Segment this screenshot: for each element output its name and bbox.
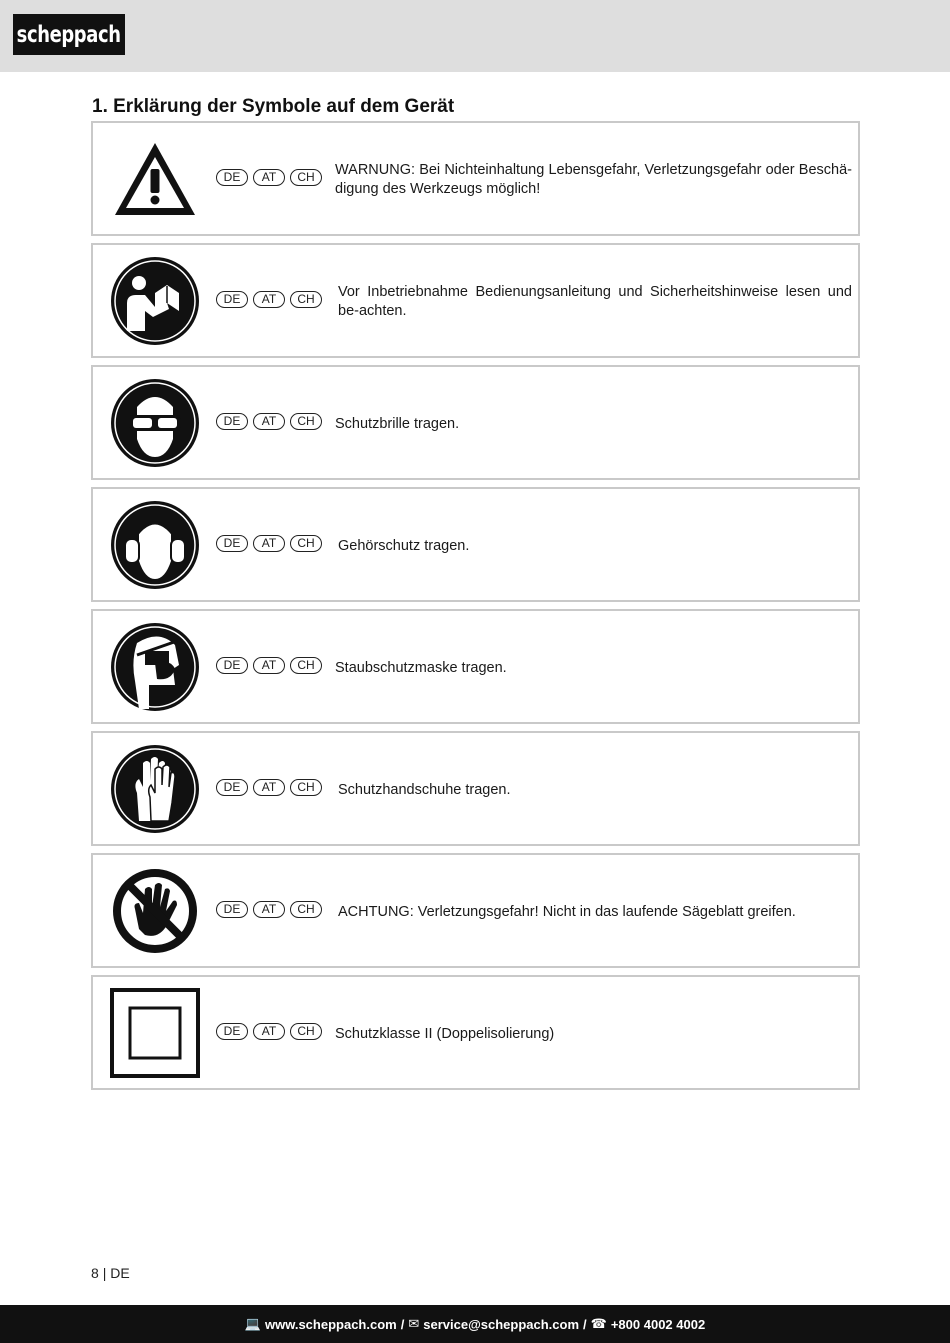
page-number-value: 8 bbox=[91, 1265, 99, 1281]
country-badge-at: AT bbox=[253, 413, 285, 430]
country-badge-ch: CH bbox=[290, 535, 322, 552]
mail-icon: ✉ bbox=[408, 1316, 420, 1331]
symbol-description: Vor Inbetriebnahme Bedienungsanleitung und Sicherheitshinweise lesen und be-achten. bbox=[338, 284, 852, 319]
safety-goggles-icon bbox=[109, 377, 201, 469]
country-badges bbox=[216, 169, 322, 186]
country-badge-ch: CH bbox=[290, 169, 322, 186]
section-title: 1. Erklärung der Symbole auf dem Gerät bbox=[92, 96, 455, 117]
protective-gloves-icon bbox=[109, 743, 201, 835]
country-badge-de: DE bbox=[216, 413, 248, 430]
country-badges bbox=[216, 1023, 322, 1040]
header-band bbox=[0, 0, 950, 72]
symbol-row bbox=[91, 975, 860, 1090]
country-badge-de: DE bbox=[216, 901, 248, 918]
country-badge-ch: CH bbox=[290, 657, 322, 674]
country-badges bbox=[216, 779, 322, 796]
country-badge-de: DE bbox=[216, 779, 248, 796]
country-badge-ch: CH bbox=[290, 291, 322, 308]
country-badge-at: AT bbox=[253, 1023, 285, 1040]
symbol-row bbox=[91, 121, 860, 236]
read-manual-icon bbox=[109, 255, 201, 347]
page-divider: | bbox=[102, 1265, 107, 1281]
country-badges bbox=[216, 657, 322, 674]
symbol-row bbox=[91, 487, 860, 602]
country-badge-at: AT bbox=[253, 535, 285, 552]
country-badges bbox=[216, 413, 322, 430]
country-badge-ch: CH bbox=[290, 413, 322, 430]
symbol-row bbox=[91, 731, 860, 846]
country-badge-at: AT bbox=[253, 901, 285, 918]
symbol-description: Schutzklasse II (Doppelisolierung) bbox=[335, 1026, 555, 1042]
symbol-row bbox=[91, 853, 860, 968]
country-badge-at: AT bbox=[253, 169, 285, 186]
country-badge-at: AT bbox=[253, 657, 285, 674]
footer-separator: / bbox=[583, 1316, 587, 1332]
country-badge-de: DE bbox=[216, 535, 248, 552]
country-badge-de: DE bbox=[216, 291, 248, 308]
symbol-row bbox=[91, 243, 860, 358]
symbol-description: Staubschutzmaske tragen. bbox=[335, 660, 507, 676]
country-badge-de: DE bbox=[216, 657, 248, 674]
country-badges bbox=[216, 901, 322, 918]
computer-icon: 💻 bbox=[244, 1316, 261, 1331]
country-badge-ch: CH bbox=[290, 1023, 322, 1040]
symbol-row bbox=[91, 365, 860, 480]
country-badge-de: DE bbox=[216, 1023, 248, 1040]
country-badges bbox=[216, 291, 322, 308]
footer-phone[interactable]: +800 4002 4002 bbox=[610, 1316, 706, 1332]
page-number bbox=[91, 1265, 130, 1281]
country-badge-at: AT bbox=[253, 779, 285, 796]
footer-website-link[interactable]: www.scheppach.com bbox=[264, 1316, 397, 1332]
page-language: DE bbox=[110, 1265, 130, 1281]
symbol-description: WARNUNG: Bei Nichteinhaltung Lebensgefahr, Verletzungsgefahr oder Beschä-digung des Werkzeugs möglich! bbox=[335, 162, 852, 197]
no-hand-icon bbox=[109, 865, 201, 957]
symbol-description: Schutzbrille tragen. bbox=[335, 416, 460, 432]
footer-email-link[interactable]: service@scheppach.com bbox=[423, 1316, 580, 1332]
phone-icon: ☎ bbox=[590, 1316, 607, 1331]
country-badge-at: AT bbox=[253, 291, 285, 308]
symbol-description: ACHTUNG: Verletzungsgefahr! Nicht in das laufende Sägeblatt greifen. bbox=[338, 904, 796, 920]
country-badge-ch: CH bbox=[290, 901, 322, 918]
symbol-row bbox=[91, 609, 860, 724]
footer-separator: / bbox=[400, 1316, 405, 1332]
warning-triangle-icon bbox=[109, 133, 201, 225]
country-badge-ch: CH bbox=[290, 779, 322, 796]
country-badges bbox=[216, 535, 322, 552]
brand-logo: scheppach bbox=[13, 14, 125, 55]
dust-mask-icon bbox=[109, 621, 201, 713]
footer-bar bbox=[0, 1305, 950, 1343]
country-badge-de: DE bbox=[216, 169, 248, 186]
ear-protection-icon bbox=[109, 499, 201, 591]
protection-class-ii-icon bbox=[109, 987, 201, 1079]
symbol-description: Gehörschutz tragen. bbox=[338, 538, 470, 554]
symbol-description: Schutzhandschuhe tragen. bbox=[338, 782, 511, 798]
